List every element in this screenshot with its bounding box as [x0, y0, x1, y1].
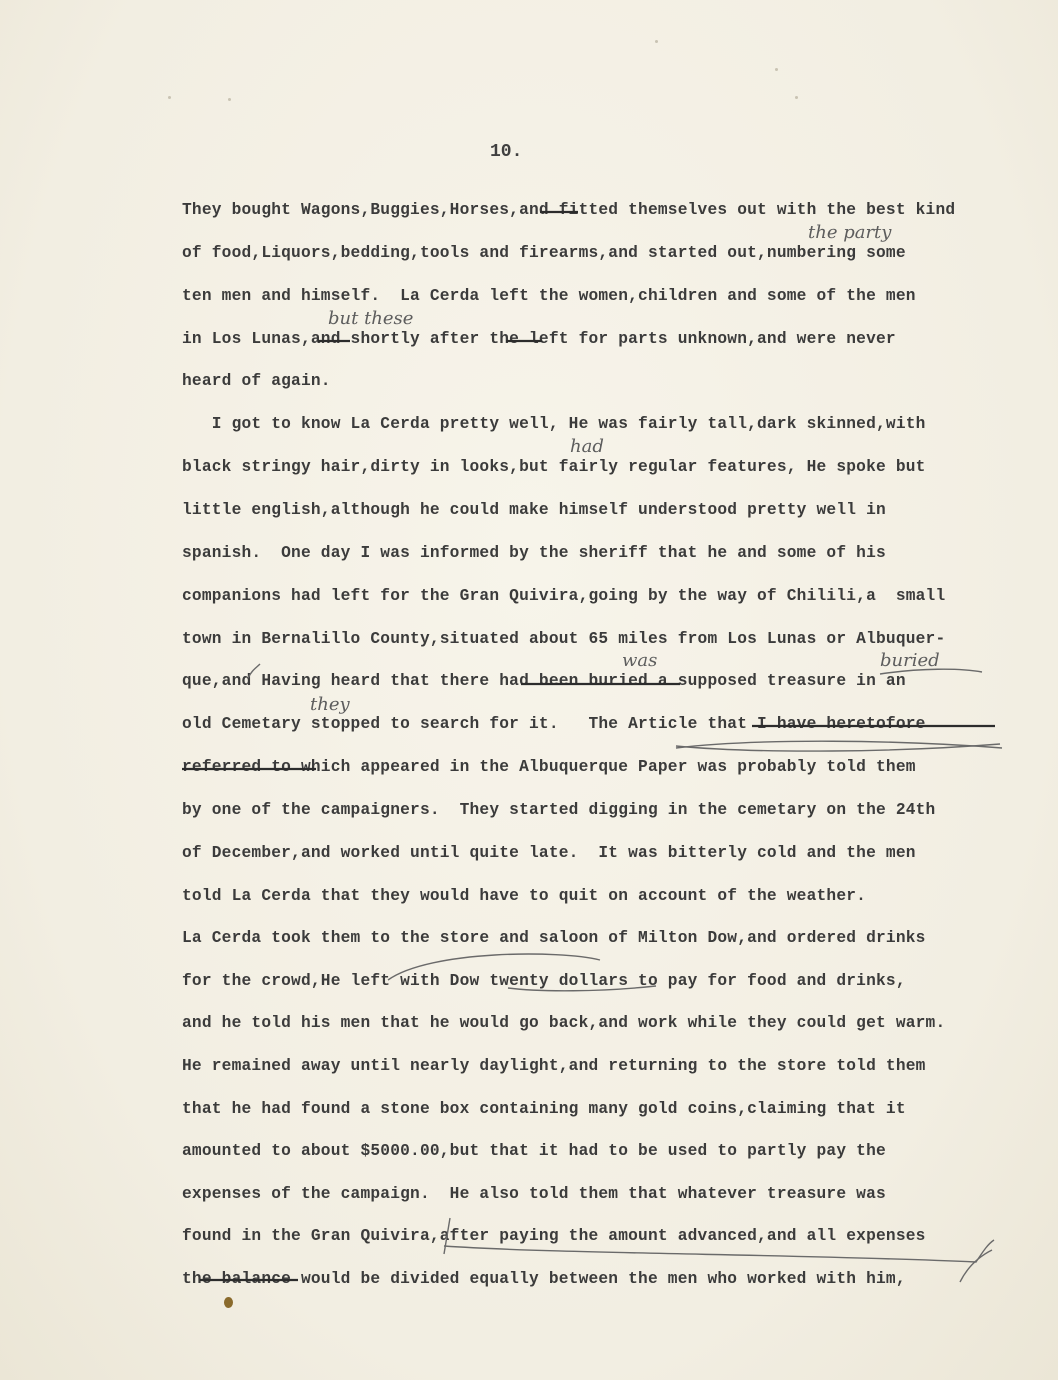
ink-blot	[224, 1297, 233, 1308]
text-line-6: I got to know La Cerda pretty well, He was fairly tall,dark skinned,with	[182, 415, 926, 433]
text-line-24: expenses of the campaign. He also told them that whatever treasure was	[182, 1185, 886, 1203]
handwritten-insertion: buried	[880, 650, 940, 671]
text-line-4: in Los Lunas,and shortly after the left for parts unknown,and were never	[182, 330, 896, 348]
text-line-18: La Cerda took them to the store and saloon of Milton Dow,and ordered drinks	[182, 929, 926, 947]
text-line-23: amounted to about $5000.00,but that it had to be used to partly pay the	[182, 1142, 886, 1160]
underline-mark	[508, 986, 656, 991]
underline-mark	[444, 1240, 994, 1262]
text-line-1: They bought Wagons,Buggies,Horses,and fitted themselves out with the best kind	[182, 201, 956, 219]
text-line-9: spanish. One day I was informed by the sheriff that he and some of his	[182, 544, 886, 562]
handwritten-insertion: but these	[328, 308, 414, 329]
text-line-16: of December,and worked until quite late. It was bitterly cold and the men	[182, 844, 916, 862]
text-line-7: black stringy hair,dirty in looks,but fairly regular features, He spoke but	[182, 458, 926, 476]
text-line-8: little english,although he could make himself understood pretty well in	[182, 501, 886, 519]
caret-mark	[248, 664, 260, 678]
text-line-11: town in Bernalillo County,situated about 65 miles from Los Lunas or Albuquer-	[182, 630, 946, 648]
text-line-20: and he told his men that he would go back,and work while they could get warm.	[182, 1014, 946, 1032]
text-line-3: ten men and himself. La Cerda left the women,children and some of the men	[182, 287, 916, 305]
handwritten-insertion: was	[622, 650, 658, 671]
handwritten-insertion: had	[570, 436, 604, 457]
handwritten-insertion: the party	[808, 222, 892, 243]
text-line-2: of food,Liquors,bedding,tools and firearms,and started out,numbering some	[182, 244, 906, 262]
text-line-15: by one of the campaigners. They started digging in the cemetary on the 24th	[182, 801, 936, 819]
text-line-5: heard of again.	[182, 372, 331, 390]
text-line-10: companions had left for the Gran Quivira,going by the way of Chilili,a small	[182, 587, 946, 605]
text-line-25: found in the Gran Quivira,after paying the amount advanced,and all expenses	[182, 1227, 926, 1245]
text-line-22: that he had found a stone box containing many gold coins,claiming that it	[182, 1100, 906, 1118]
text-line-12: que,and Having heard that there had been buried a supposed treasure in an	[182, 672, 906, 690]
caret-mark	[444, 1218, 450, 1254]
text-line-17: told La Cerda that they would have to quit on account of the weather.	[182, 887, 867, 905]
page-number: 10.	[490, 142, 523, 162]
text-line-13: old Cemetary stopped to search for it. The Article that I have heretofore	[182, 715, 926, 733]
caret-mark	[880, 669, 982, 674]
caret-mark	[960, 1250, 992, 1282]
text-line-14: referred to which appeared in the Albuquerque Paper was probably told them	[182, 758, 916, 776]
text-line-26: the balance would be divided equally between the men who worked with him,	[182, 1270, 906, 1288]
caret-mark	[388, 954, 600, 980]
text-line-19: for the crowd,He left with Dow twenty dollars to pay for food and drinks,	[182, 972, 906, 990]
text-line-21: He remained away until nearly daylight,and returning to the store told them	[182, 1057, 926, 1075]
handwritten-insertion: they	[310, 694, 350, 715]
